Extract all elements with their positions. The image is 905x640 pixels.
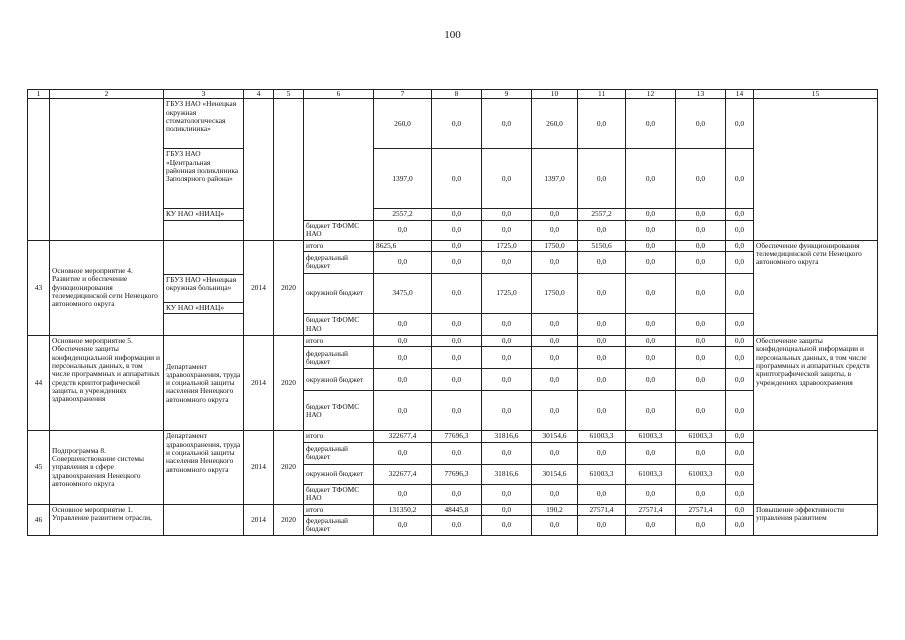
value-cell: 0,0 — [374, 515, 432, 535]
expected-result — [754, 99, 878, 240]
value-cell: 0,0 — [432, 251, 482, 273]
value-cell: 322677,4 — [374, 464, 432, 484]
value-cell: 5150,6 — [578, 240, 626, 251]
col-header: 5 — [274, 90, 304, 99]
value-cell: 0,0 — [726, 220, 754, 240]
value-cell: 0,0 — [578, 220, 626, 240]
value-cell: 0,0 — [726, 464, 754, 484]
value-cell: 48445,8 — [432, 504, 482, 515]
executor — [164, 504, 244, 535]
value-cell: 0,0 — [578, 484, 626, 504]
value-cell: 61003,3 — [676, 464, 726, 484]
value-cell: 0,0 — [626, 347, 676, 369]
table-row — [28, 504, 878, 515]
funding-source: бюджет ТФОМС НАО — [304, 484, 374, 504]
funding-source: федеральный бюджет — [304, 251, 374, 273]
funding-source: окружной бюджет — [304, 464, 374, 484]
value-cell: 0,0 — [532, 442, 578, 464]
value-cell: 0,0 — [482, 209, 532, 220]
table-row — [28, 431, 878, 442]
value-cell: 0,0 — [374, 336, 432, 347]
value-cell: 0,0 — [626, 240, 676, 251]
value-cell: 0,0 — [726, 251, 754, 273]
funding-source: федеральный бюджет — [304, 347, 374, 369]
executor: Департамент здравоохранения, труда и социальной защиты населения Ненецкого автономного округа — [164, 431, 244, 504]
value-cell: 0,0 — [676, 314, 726, 336]
col-header: 11 — [578, 90, 626, 99]
value-cell: 0,0 — [726, 314, 754, 336]
expected-result — [754, 431, 878, 504]
expected-result: Повышение эффективности управления развитием — [754, 504, 878, 535]
value-cell: 0,0 — [374, 314, 432, 336]
value-cell: 0,0 — [432, 149, 482, 209]
value-cell: 260,0 — [374, 99, 432, 149]
year-from: 2014 — [244, 240, 274, 336]
value-cell: 0,0 — [676, 220, 726, 240]
value-cell: 61003,3 — [578, 464, 626, 484]
event-name — [50, 99, 164, 240]
value-cell: 0,0 — [532, 369, 578, 391]
value-cell: 0,0 — [726, 273, 754, 313]
value-cell: 0,0 — [482, 314, 532, 336]
value-cell: 0,0 — [726, 391, 754, 431]
value-cell: 77696,3 — [432, 464, 482, 484]
value-cell: 0,0 — [432, 220, 482, 240]
value-cell: 0,0 — [726, 209, 754, 220]
value-cell: 0,0 — [482, 391, 532, 431]
value-cell: 0,0 — [626, 336, 676, 347]
funding-source: итого — [304, 336, 374, 347]
col-header: 7 — [374, 90, 432, 99]
value-cell: 0,0 — [676, 251, 726, 273]
value-cell: 0,0 — [532, 391, 578, 431]
column-number-row — [28, 90, 878, 99]
value-cell: 0,0 — [676, 336, 726, 347]
value-cell: 0,0 — [676, 209, 726, 220]
value-cell: 0,0 — [578, 442, 626, 464]
event-name: Основное мероприятие 1. Управление развитием отрасли, — [50, 504, 164, 535]
value-cell: 0,0 — [626, 369, 676, 391]
value-cell: 0,0 — [578, 347, 626, 369]
value-cell: 190,2 — [532, 504, 578, 515]
year-from: 2014 — [244, 504, 274, 535]
value-cell: 27571,4 — [676, 504, 726, 515]
value-cell: 30154,6 — [532, 464, 578, 484]
executor: КУ НАО «НИАЦ» — [164, 209, 244, 220]
executor: Департамент здравоохранения, труда и социальной защиты населения Ненецкого автономного округа — [164, 336, 244, 431]
value-cell: 0,0 — [532, 336, 578, 347]
value-cell: 0,0 — [482, 99, 532, 149]
funding-source: федеральный бюджет — [304, 515, 374, 535]
event-name: Основное мероприятие 5. Обеспечение защиты конфиденциальной информации и персональных данных, в том числе программных и аппаратных средств криптографической защиты, в учреждениях здравоохранения — [50, 336, 164, 431]
value-cell: 0,0 — [432, 484, 482, 504]
value-cell: 0,0 — [432, 314, 482, 336]
value-cell: 0,0 — [578, 251, 626, 273]
value-cell: 1750,0 — [532, 273, 578, 313]
value-cell: 0,0 — [374, 391, 432, 431]
value-cell: 0,0 — [374, 442, 432, 464]
value-cell: 0,0 — [626, 391, 676, 431]
executor: ГБУЗ НАО «Ненецкая окружная больница» — [164, 274, 244, 302]
value-cell: 0,0 — [626, 273, 676, 313]
funding-source: окружной бюджет — [304, 273, 374, 313]
funding-source: бюджет ТФОМС НАО — [304, 391, 374, 431]
value-cell: 0,0 — [532, 515, 578, 535]
value-cell: 0,0 — [482, 515, 532, 535]
year-to: 2020 — [274, 336, 304, 431]
value-cell: 0,0 — [676, 369, 726, 391]
value-cell: 0,0 — [676, 240, 726, 251]
value-cell: 0,0 — [726, 369, 754, 391]
value-cell: 0,0 — [676, 273, 726, 313]
value-cell: 0,0 — [676, 391, 726, 431]
funding-source: итого — [304, 504, 374, 515]
row-number: 46 — [28, 504, 50, 535]
value-cell: 0,0 — [626, 209, 676, 220]
value-cell: 61003,3 — [676, 431, 726, 442]
value-cell: 0,0 — [726, 336, 754, 347]
year-to: 2020 — [274, 431, 304, 504]
value-cell: 0,0 — [432, 240, 482, 251]
executor: ГБУЗ НАО «Ненецкая окружная стоматологическая поликлиника» — [164, 99, 244, 149]
value-cell: 0,0 — [626, 314, 676, 336]
funding-source — [304, 99, 374, 220]
value-cell: 0,0 — [482, 442, 532, 464]
executor — [164, 314, 244, 336]
expected-result: Обеспечение функционирования телемедицинской сети Ненецкого автономного округа — [754, 240, 878, 336]
col-header: 6 — [304, 90, 374, 99]
value-cell: 0,0 — [578, 99, 626, 149]
value-cell: 2557,2 — [578, 209, 626, 220]
value-cell: 1725,0 — [482, 273, 532, 313]
value-cell: 0,0 — [482, 220, 532, 240]
value-cell: 0,0 — [626, 149, 676, 209]
col-header: 15 — [754, 90, 878, 99]
value-cell: 0,0 — [726, 484, 754, 504]
table-row — [28, 240, 878, 251]
value-cell: 1397,0 — [374, 149, 432, 209]
value-cell: 77696,3 — [432, 431, 482, 442]
value-cell: 0,0 — [726, 99, 754, 149]
value-cell: 31816,6 — [482, 464, 532, 484]
col-header: 12 — [626, 90, 676, 99]
row-number: 43 — [28, 240, 50, 336]
funding-source: итого — [304, 431, 374, 442]
year-from: 2014 — [244, 336, 274, 431]
value-cell: 0,0 — [676, 99, 726, 149]
value-cell: 0,0 — [626, 99, 676, 149]
value-cell: 3475,0 — [374, 273, 432, 313]
value-cell: 0,0 — [676, 442, 726, 464]
value-cell: 0,0 — [676, 515, 726, 535]
value-cell: 0,0 — [482, 369, 532, 391]
value-cell: 8625,6 — [374, 240, 432, 251]
value-cell: 0,0 — [676, 484, 726, 504]
value-cell: 0,0 — [432, 515, 482, 535]
table-row — [28, 336, 878, 347]
event-name: Подпрограмма 8. Совершенствование системы управления в сфере здравоохранения Ненецкого автономного округа — [50, 431, 164, 504]
value-cell: 0,0 — [532, 314, 578, 336]
value-cell: 0,0 — [726, 240, 754, 251]
value-cell: 0,0 — [626, 515, 676, 535]
value-cell: 1750,0 — [532, 240, 578, 251]
funding-source: бюджет ТФОМС НАО — [304, 220, 374, 240]
value-cell: 1725,0 — [482, 240, 532, 251]
value-cell: 0,0 — [482, 251, 532, 273]
value-cell: 0,0 — [482, 504, 532, 515]
value-cell: 0,0 — [432, 336, 482, 347]
year-to: 2020 — [274, 504, 304, 535]
value-cell: 61003,3 — [626, 431, 676, 442]
col-header: 3 — [164, 90, 244, 99]
col-header: 14 — [726, 90, 754, 99]
value-cell: 0,0 — [374, 484, 432, 504]
year-from: 2014 — [244, 431, 274, 504]
value-cell: 31816,6 — [482, 431, 532, 442]
event-name: Основное мероприятие 4. Развитие и обеспечение функционирования телемедицинской сети Ненецкого автономного округа — [50, 240, 164, 336]
value-cell: 1397,0 — [532, 149, 578, 209]
value-cell: 322677,4 — [374, 431, 432, 442]
value-cell: 0,0 — [578, 369, 626, 391]
col-header: 1 — [28, 90, 50, 99]
value-cell: 0,0 — [578, 149, 626, 209]
value-cell: 0,0 — [374, 369, 432, 391]
value-cell: 0,0 — [532, 209, 578, 220]
value-cell: 0,0 — [432, 99, 482, 149]
value-cell: 0,0 — [374, 251, 432, 273]
year-to — [274, 99, 304, 240]
value-cell: 0,0 — [482, 336, 532, 347]
funding-source: окружной бюджет — [304, 369, 374, 391]
col-header: 9 — [482, 90, 532, 99]
value-cell: 0,0 — [626, 251, 676, 273]
value-cell: 0,0 — [482, 484, 532, 504]
value-cell: 27571,4 — [578, 504, 626, 515]
value-cell: 0,0 — [726, 431, 754, 442]
value-cell: 0,0 — [432, 273, 482, 313]
col-header: 10 — [532, 90, 578, 99]
value-cell: 0,0 — [482, 347, 532, 369]
col-header: 13 — [676, 90, 726, 99]
year-to: 2020 — [274, 240, 304, 336]
value-cell: 0,0 — [578, 273, 626, 313]
value-cell: 0,0 — [578, 336, 626, 347]
value-cell: 0,0 — [676, 149, 726, 209]
value-cell: 0,0 — [374, 220, 432, 240]
value-cell: 0,0 — [726, 442, 754, 464]
executor — [164, 240, 244, 274]
value-cell: 0,0 — [532, 251, 578, 273]
value-cell: 0,0 — [726, 149, 754, 209]
budget-table — [27, 89, 878, 536]
value-cell: 0,0 — [532, 484, 578, 504]
col-header: 4 — [244, 90, 274, 99]
row-number: 45 — [28, 431, 50, 504]
year-from — [244, 99, 274, 240]
value-cell: 0,0 — [482, 149, 532, 209]
funding-source: итого — [304, 240, 374, 251]
value-cell: 0,0 — [432, 391, 482, 431]
value-cell: 0,0 — [626, 442, 676, 464]
col-header: 2 — [50, 90, 164, 99]
value-cell: 0,0 — [626, 220, 676, 240]
value-cell: 61003,3 — [626, 464, 676, 484]
value-cell: 0,0 — [432, 347, 482, 369]
col-header: 8 — [432, 90, 482, 99]
value-cell: 0,0 — [726, 515, 754, 535]
page-number: 100 — [444, 29, 461, 41]
value-cell: 27571,4 — [626, 504, 676, 515]
expected-result: Обеспечение защиты конфиденциальной информации и персональных данных, в том числе программных и аппаратных средств криптографической защиты, в учреждениях здравоохранения — [754, 336, 878, 431]
value-cell: 0,0 — [676, 347, 726, 369]
value-cell: 0,0 — [726, 504, 754, 515]
value-cell: 0,0 — [626, 484, 676, 504]
table-row — [28, 99, 878, 149]
executor — [164, 220, 244, 240]
value-cell: 0,0 — [532, 220, 578, 240]
value-cell: 0,0 — [432, 442, 482, 464]
value-cell: 0,0 — [578, 515, 626, 535]
value-cell: 0,0 — [578, 314, 626, 336]
row-number: 44 — [28, 336, 50, 431]
value-cell: 0,0 — [578, 391, 626, 431]
value-cell: 0,0 — [374, 347, 432, 369]
value-cell: 131350,2 — [374, 504, 432, 515]
value-cell: 2557,2 — [374, 209, 432, 220]
value-cell: 0,0 — [532, 347, 578, 369]
value-cell: 0,0 — [432, 369, 482, 391]
value-cell: 0,0 — [726, 347, 754, 369]
executor: КУ НАО «НИАЦ» — [164, 302, 244, 313]
executor: ГБУЗ НАО «Центральная районная поликлиника Заполярного района» — [164, 149, 244, 209]
value-cell: 0,0 — [432, 209, 482, 220]
value-cell: 260,0 — [532, 99, 578, 149]
value-cell: 61003,3 — [578, 431, 626, 442]
funding-source: федеральный бюджет — [304, 442, 374, 464]
funding-source: бюджет ТФОМС НАО — [304, 314, 374, 336]
value-cell: 30154,6 — [532, 431, 578, 442]
row-number — [28, 99, 50, 240]
